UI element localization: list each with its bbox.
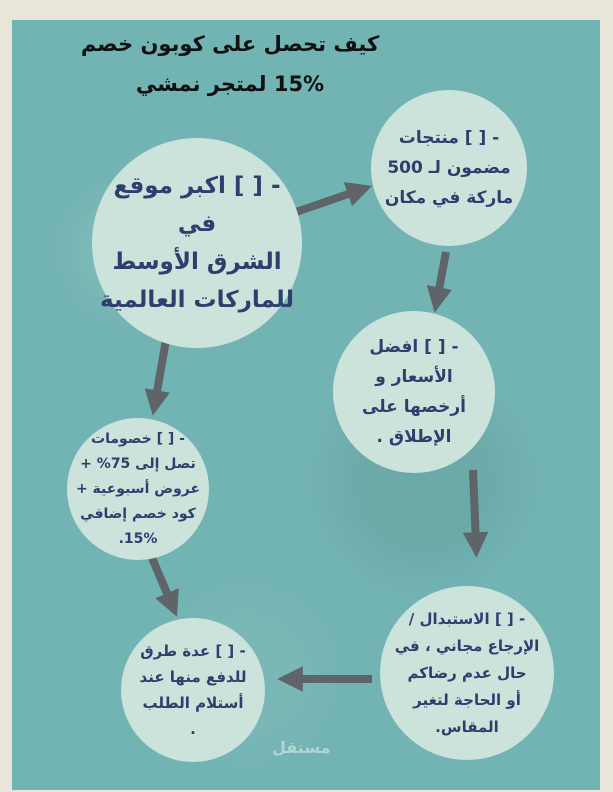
node-largest-site bbox=[92, 138, 302, 348]
title-line-2: 15% لمتجر نمشي bbox=[135, 72, 325, 96]
node-free-returns-text: - [ ] الاستبدال / الإرجاع مجاني ، في حال عدم رضاكم أو الحاجة لتغير المقاس. bbox=[394, 609, 540, 736]
node-largest-site-text: - [ ] اكبر موقع في الشرق الأوسط للماركات العالمية bbox=[100, 173, 294, 313]
node-free-returns bbox=[380, 586, 554, 760]
node-500-brands-text: - [ ] منتجات مضمون لـ 500 ماركة في مكان bbox=[384, 128, 514, 208]
node-discounts bbox=[67, 418, 209, 560]
node-discounts-text: - [ ] خصومات تصل إلى 75% + عروض أسبوعية + كود خصم إضافي 15%. bbox=[75, 430, 201, 547]
watermark-logo: مستقل bbox=[272, 738, 331, 757]
node-best-prices-text: - [ ] افضل الأسعار و أرخصها على الإطلاق . bbox=[362, 337, 466, 447]
node-best-prices bbox=[333, 311, 495, 473]
node-500-brands bbox=[371, 90, 527, 246]
arrow-2-to-3 bbox=[437, 252, 446, 300]
title-line-1: كيف تحصل على كوبون خصم bbox=[80, 32, 380, 56]
arrow-4-to-5 bbox=[152, 558, 172, 605]
arrow-3-to-6 bbox=[473, 470, 476, 545]
node-payment-methods bbox=[121, 618, 265, 762]
node-payment-methods-text: - [ ] عدة طرق للدفع منها عند أستلام الطلب . bbox=[139, 642, 247, 738]
arrow-1-to-2 bbox=[296, 190, 360, 212]
arrow-1-to-4 bbox=[155, 340, 166, 403]
